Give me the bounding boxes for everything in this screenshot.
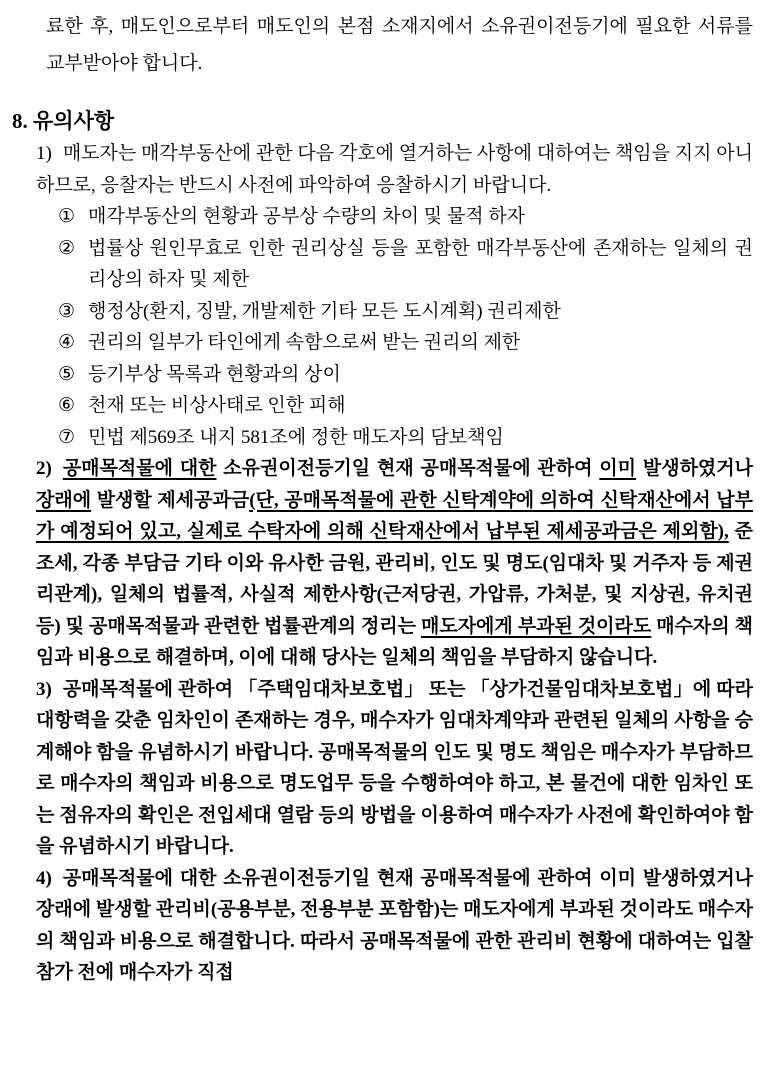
subitem-marker: ① — [58, 206, 76, 227]
underlined-text: 매도자에게 부과된 것이라도 — [421, 615, 652, 637]
item-marker: 3) — [36, 678, 52, 700]
list-item — [36, 138, 753, 201]
item-text: 소유권이전등기일 현재 공매목적물에 관하여 — [216, 458, 600, 479]
item-marker: 4) — [36, 867, 52, 889]
subitem-marker: ⑦ — [58, 426, 76, 448]
subitem-marker: ④ — [58, 332, 76, 353]
items-list — [0, 138, 753, 989]
subitem-text: 매각부동산의 현황과 공부상 수량의 차이 및 물적 하자 — [88, 206, 526, 227]
item-marker: 2) — [36, 458, 52, 479]
subitem-marker: ⑤ — [58, 363, 76, 385]
item-text: 공매목적물에 관하여 「주택임대차보호법」 또는 「상가건물임대차보호법」에 따라 대항력을 갖춘 임차인이 존재하는 경우, 매수자가 임대차계약과 관련된 일체의 사항을 승계해야 함을 유념하시기 바랍니다. 공매목적물의 인도 및 명도 책임은 매수자가 부담하므로 매수자의 책임과 비용으로 명도업무 등을 수행하여야 하고, 본 물건에 대한 임차인 또는 점유자의 확인은 전입세대 열람 등의 방법을 이용하여 매수자가 사전에 확인하여야 함을 유념하시기 바랍니다. — [36, 678, 753, 857]
item-marker: 1) — [36, 143, 52, 164]
subitem-marker: ② — [58, 237, 76, 259]
subitem-text: 천재 또는 비상사태로 인한 피해 — [88, 395, 346, 416]
underlined-text: 공매목적물에 대한 — [62, 458, 217, 479]
list-item — [36, 863, 753, 989]
item-text: 발생하였거나 — [636, 458, 753, 479]
sublist-item — [58, 201, 753, 233]
item-text: 매도자는 매각부동산에 관한 다음 각호에 열거하는 사항에 대하여는 책임을 지지 아니하므로, 응찰자는 반드시 사전에 파악하여 응찰하시기 바랍니다. — [36, 143, 753, 196]
subitem-text: 민법 제569조 내지 581조에 정한 매도자의 담보책임 — [88, 426, 504, 448]
item-text: 매수자의 책임과 비용으로 해결하며, 이에 대해 당사는 일체의 책임을 부담하지 않습니다. — [36, 615, 753, 668]
sublist-item — [58, 422, 753, 454]
subitem-text: 행정상(환지, 징발, 개발제한 기타 모든 도시계획) 권리제한 — [88, 300, 561, 322]
list-item — [36, 674, 753, 863]
subitem-text: 등기부상 목록과 현황과의 상이 — [88, 363, 341, 385]
sublist-item — [58, 390, 753, 422]
item-text: 준조세, 각종 부담금 기타 이와 유사한 금원, 관리비, 인도 및 명도(임대차 및 거주자 등 제권리관계), 일체의 법률적, 사실적 제한사항(근저당권, 가압류, 가처분, 및 지상권, 유치권 등) 및 공매목적물과 관련한 법률관계의 정리는 — [36, 521, 753, 637]
sublist — [58, 201, 753, 453]
sublist-item — [58, 233, 753, 296]
list-item — [36, 453, 753, 674]
sublist-item — [58, 359, 753, 391]
section-heading: 8. 유의사항 — [12, 109, 115, 133]
subitem-text: 권리의 일부가 타인에게 속함으로써 받는 권리의 제한 — [88, 332, 521, 353]
item-text: 공매목적물에 대한 소유권이전등기일 현재 공매목적물에 관하여 이미 발생하였거나 장래에 발생할 관리비(공용부분, 전용부분 포함함)는 매도자에게 부과된 것이라도 매수자의 책임과 비용으로 해결합니다. 따라서 공매목적물에 관한 관리비 현황에 대하여는 입찰 참가 전에 매수자가 직접 — [36, 867, 753, 983]
underlined-text: (단, 공매목적물에 관한 신탁계약에 의하여 신탁재산에서 납부가 예정되어 있고, 실제로 수탁자에 의해 신탁재산에서 납부된 제세공과금은 제외함), — [36, 489, 753, 542]
subitem-marker: ⑥ — [58, 395, 76, 416]
subitem-text: 법률상 원인무효로 인한 권리상실 등을 포함한 매각부동산에 존재하는 일체의 권리상의 하자 및 제한 — [88, 237, 753, 290]
subitem-marker: ③ — [58, 300, 76, 322]
underlined-text: 장래에 — [36, 489, 92, 511]
sublist-item — [58, 327, 753, 359]
continuation-paragraph: 료한 후, 매도인으로부터 매도인의 본점 소재지에서 소유권이전등기에 필요한 서류를 교부받아야 합니다. — [46, 16, 753, 74]
underlined-text: 이미 — [599, 458, 637, 479]
item-text: 발생할 제세공과금 — [91, 489, 250, 511]
sublist-item — [58, 296, 753, 328]
